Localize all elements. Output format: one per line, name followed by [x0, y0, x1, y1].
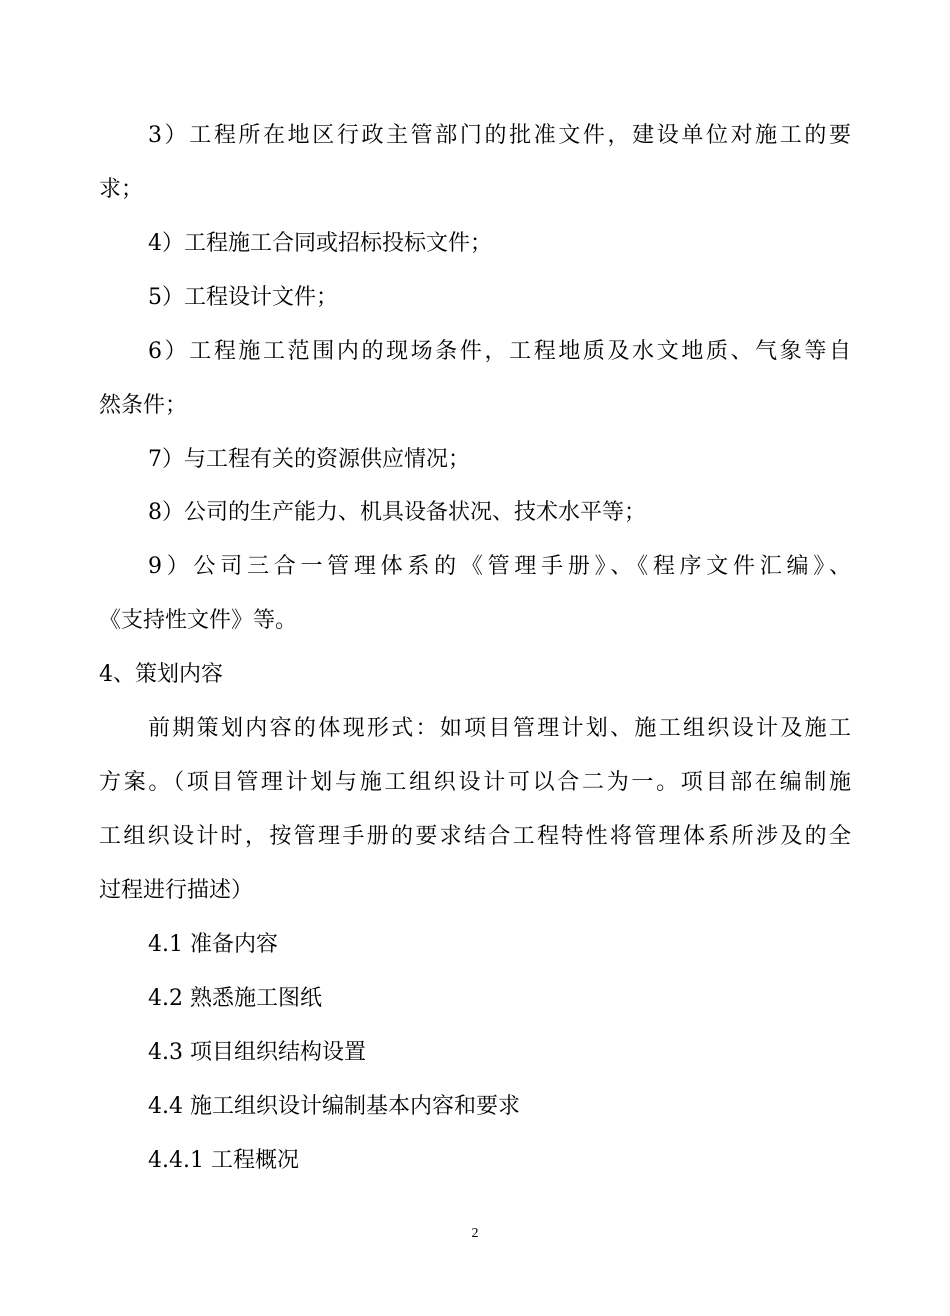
- doc-line-8: 8）公司的生产能力、机具设备状况、技术水平等；: [148, 500, 646, 525]
- doc-line-3: 4）工程施工合同或招标投标文件；: [148, 231, 492, 256]
- page-number: 2: [471, 1226, 479, 1241]
- subsection-heading-4-2: 4.2 熟悉施工图纸: [148, 986, 322, 1011]
- doc-line-15: 过程进行描述）: [99, 878, 254, 903]
- doc-line-6: 然条件；: [99, 393, 188, 418]
- doc-line-10: 《支持性文件》等。: [99, 608, 298, 633]
- doc-line-7: 7）与工程有关的资源供应情况；: [148, 447, 470, 472]
- doc-line-4: 5）工程设计文件；: [148, 285, 338, 310]
- subsection-heading-4-4-1: 4.4.1 工程概况: [148, 1148, 299, 1173]
- doc-line-13: 方案。（项目管理计划与施工组织设计可以合二为一。项目部在编制施: [99, 770, 851, 795]
- section-heading-4: 4、策划内容: [99, 662, 223, 687]
- doc-line-2: 求；: [99, 177, 144, 202]
- doc-line-12: 前期策划内容的体现形式：如项目管理计划、施工组织设计及施工: [148, 716, 851, 741]
- subsection-heading-4-1: 4.1 准备内容: [148, 932, 278, 957]
- doc-line-1: 3）工程所在地区行政主管部门的批准文件，建设单位对施工的要: [148, 123, 851, 148]
- subsection-heading-4-3: 4.3 项目组织结构设置: [148, 1040, 366, 1065]
- subsection-heading-4-4: 4.4 施工组织设计编制基本内容和要求: [148, 1094, 520, 1119]
- doc-line-9: 9）公司三合一管理体系的《管理手册》、《程序文件汇编》、: [148, 554, 851, 579]
- doc-line-14: 工组织设计时，按管理手册的要求结合工程特性将管理体系所涉及的全: [99, 824, 851, 849]
- doc-line-5: 6）工程施工范围内的现场条件，工程地质及水文地质、气象等自: [148, 339, 851, 364]
